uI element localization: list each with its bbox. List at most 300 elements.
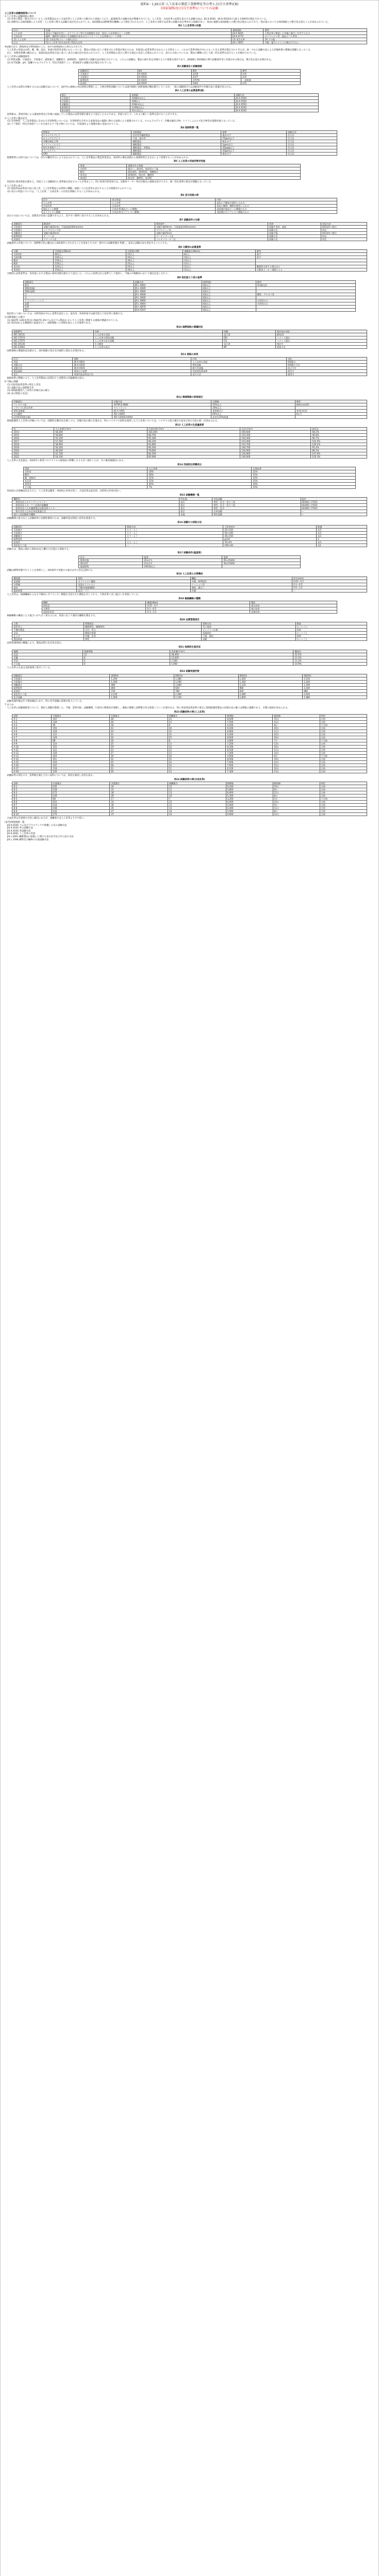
data-table [12,357,367,376]
table-cell: 外観、色差 [84,635,201,638]
table-cell: 摩擦(湿潤) [23,290,134,293]
table-cell: 2,360 [174,692,238,696]
table-cell: 耐屈曲性、耐摩耗性、剥離強さ [127,171,300,174]
table-cell: 7,200 [170,659,293,662]
table-cell: A-3 [12,724,52,727]
table-cell: 8万 [273,724,320,727]
table-cell: 試験 [201,638,295,641]
table-cell: 7,500 [226,721,273,724]
paragraph: (2) 国際的にはISO規格により皮革・人工皮革に関する試験方法が定められている。ISO規格は国際標準化機構により制定されたもので、人工皮革の分野では皮革の試験方法を準用する規格が多い。各国の規格もISO規格との整合化が進められており、我が国においてもISO規格との整合化を図ることが求められている。 [7,21,331,24]
table-cell: 149 [52,794,110,798]
table-cell: 30以上 [126,268,183,272]
table-row [60,109,319,112]
table-cell: A-6 [12,733,52,736]
table-cell: 1,720 [174,696,238,699]
table-cell: 北陸 [12,653,83,656]
table-cell: 厚手 [255,256,367,259]
table-cell: 18% [252,483,356,486]
table-cell: 98 [52,798,110,801]
table-cell: 天然皮革に類似した外観と風合いを有するもの [263,31,367,35]
paragraph: また、消費者保護の観点から、家庭用品品質表示法に基づく表示の適正化が求められており、人工皮革製品の表示に関する規定の見直しが進められている。表示の方法については、製品の種類に応じて統一的な基準を設けることが検討されている。 [5,52,258,55]
table-cell: 1,850 [238,696,303,699]
table-cell: ドライクリーニング [23,299,134,302]
table-row [12,513,367,516]
table-cell: 物性試験 [191,363,287,366]
table-cell: 10万 [273,801,320,804]
table-cell: 基布に不織布を用い、ポリウレタン等の合成樹脂を含浸、塗布した皮革様のシート状物 [44,31,231,35]
table-cell: 25 [109,761,168,764]
paragraph: 極細繊維の繊度により風合いが大きく異なるため、用途に応じて適切な繊維を選定する。 [5,615,97,618]
table-cell: 8 [168,739,226,742]
table-cell: 水 [23,296,134,299]
table-cell: 13万 [273,742,320,745]
table-cell: ISO 14855 [112,412,211,415]
table-cell: 154 [52,804,110,807]
table-cell: 14 [168,813,226,816]
table-cell: A-1 [12,718,52,721]
table-cell: 25% [252,480,356,483]
table-cell: ディルドリン [42,149,131,152]
table-cell: 耐摩耗性 [60,106,130,109]
table-cell: 18万 [273,736,320,739]
table-cell: 繊維物性、樹脂物性 [84,625,201,629]
table-cell: A-5 [12,730,52,733]
table-cell: 車両内装用 [295,409,367,412]
table-cell: 175 [52,813,110,816]
table-cell: 8,000 [226,718,273,721]
table-cell: 用途別品質基準 [191,369,287,372]
table-cell: 13 [168,791,226,794]
table-cell: B-3 [12,791,52,794]
table-cell: 3,200 [226,798,273,801]
table-cell: 88 [52,739,110,742]
table-header-cell: 試料 [12,782,52,785]
table-cell: 耐摩耗性、耐光性、難燃性 [127,174,300,177]
table-cell: JIS K 6547 [134,308,202,311]
paragraph: JIS L 1096 織物及び編物の生地試験方法 [7,838,49,841]
table-cell: 耐摩耗性 [12,235,42,238]
table-cell: 80以上 [54,253,126,256]
table-header-cell: 2023年 [303,674,367,677]
paragraph: 合成皮革は引張強さが高い傾向にあるが、剥離強さは人工皮革よりやや低い。 [5,817,87,820]
table-cell: 1,040 [303,686,367,689]
table-header-cell: 引裂強さ [110,782,168,785]
section-heading: 4.人工皮革の表示 [5,184,23,188]
table-cell: 繊維製品 [131,140,221,143]
table-cell: 75ppm以下 [221,137,287,140]
table-cell: 0.3～1.0 [146,611,250,614]
table-caption: 表12 環境関連の評価項目 [176,396,203,399]
table-header-cell: 対応方針 [321,223,367,226]
table-header-cell: JIS [138,69,191,72]
table-cell: 用語 [12,360,73,363]
table-cell: 発泡ポリウレタン [77,583,190,586]
table-cell: ホルムアルデヒド [42,137,131,140]
table-header-cell: 剥離強さ [168,715,226,718]
table-header-cell: 頻度 [295,622,367,625]
table-cell: 同等 [241,81,301,84]
table-cell: ISO整合予定 [286,363,367,366]
table-header-cell: 備考 [295,400,367,403]
table-cell: 中間層 [12,583,77,586]
table-cell: 4級以上 [202,293,256,296]
table-cell: ISO/IEC 17025 [301,501,367,504]
table-cell: 86.5% [311,449,367,452]
table-cell: 合格 [320,758,367,761]
table-cell: 25 [109,742,168,745]
table-note: ※試験方法は、JIS規格及びISO規格による。表中の参照規格は主要なものを示す。 [5,45,84,48]
table-cell: 65±4%RH [222,558,300,562]
table-row [12,372,367,376]
table-cell: たて・よこ [126,531,223,534]
table-header-cell: 材料 [77,577,190,580]
table-cell: 屈曲性 [79,81,138,84]
table-row [12,696,367,699]
data-table [78,164,300,180]
table-cell: 8,300 [226,745,273,749]
table-cell: 人工皮革の用語 [93,333,222,336]
table-cell: 一般財団法人カケンテストセンター [12,501,179,504]
table-header-cell: 人工皮革(千m²) [54,428,147,431]
table-cell: 12以上 [183,262,256,265]
table-cell: 21 [109,733,168,736]
paragraph: JIS K 6550 革試験方法 [7,829,31,833]
table-header-cell: 引張強さ(N/cm) [54,250,126,253]
table-cell: B-5 [12,798,52,801]
section-heading: 2.人工皮革の試験規格等 [5,56,30,59]
table-cell: 52,700 [54,452,147,455]
table-cell: 検出せず [221,140,287,143]
table-cell: 乳幼児用繊維製品 [131,133,221,137]
table-cell: 1,510 [303,677,367,680]
table-header-cell: 段階 [222,330,275,333]
table-cell: (4) その他 [263,38,367,41]
table-cell: 10 [168,810,226,813]
table-cell: 化学試験 [12,696,110,699]
table-cell: 不織布(極細繊維) [77,586,190,589]
table-cell: 2021 [12,452,54,455]
table-cell: A-9 [12,742,52,745]
table-cell: 8以上 [183,253,256,256]
table-cell: 不織布製造 [12,629,84,632]
table-row [12,345,367,348]
table-cell: 150以上 [54,268,126,272]
table-cell: 10 [168,755,226,758]
table-cell: 汗 [23,293,134,296]
table-caption: 表17 試験条件(温湿度) [177,552,202,555]
table-cell: 6,100 [226,767,273,770]
table-cell: 繊維製品 [131,143,221,146]
table-cell: 物性試験 [212,513,301,516]
table-cell: 50±5%RH [222,562,300,565]
table-cell: 0.5～1.5 [292,586,367,589]
table-cell: A-13 [12,755,52,758]
table-cell: 0.1～0.5 [292,583,367,586]
table-cell: 1,560 [110,696,174,699]
table-cell: 1,420 [303,680,367,683]
table-cell: 90,500 [147,446,240,449]
table-cell: 1,380 [174,677,238,680]
table-cell: A-14 [12,758,52,761]
table-cell: (1)人工皮革 (2)合成皮革 (3)再生皮革 [44,41,231,44]
table-row [12,268,367,272]
table-header-cell: 基準 [221,130,287,133]
table-cell: 運用中 [286,372,367,376]
table-header-cell: JIS条件 [42,223,155,226]
section-heading: 6.今後の課題 [5,381,19,384]
table-header-cell: 分類 [12,250,54,253]
table-cell: 30 [109,736,168,739]
table-caption: 表10 国際規格の審議状況 [176,326,203,329]
table-header-cell: 試験方法 [234,93,319,96]
table-cell: 112 [52,733,110,736]
table-cell: 各3 [317,531,367,534]
table-cell: 8 [83,656,170,659]
table-cell: 複合紡糸 [250,607,337,611]
table-cell: ISO 22842 [12,345,93,348]
paragraph: JIS K 6545 革の試験方法 [7,827,33,830]
table-cell: 142 [52,718,110,721]
table-cell: 12,600 [170,656,293,659]
table-cell: 24時間以上 [143,565,222,568]
table-cell: 136 [52,770,110,773]
table-cell: 142 [52,810,110,813]
table-cell: 8,600 [226,736,273,739]
table-cell: 車両用 [23,483,147,486]
table-cell: 各1 [317,544,367,547]
table-cell: 153,400 [240,440,311,443]
table-cell: 9,200 [226,727,273,730]
table-cell: 3級以上 [202,290,256,293]
table-cell: JIS K 6772 [231,35,263,38]
table-cell [222,565,300,568]
table-cell: 32 [109,727,168,730]
table-cell: ISO 14040/14044 [112,415,211,418]
table-cell: 20以上 [126,256,183,259]
table-header-cell: 名称 [93,330,222,333]
table-cell: 70×45 [223,540,317,544]
table-cell: ホルムアルデヒド [42,133,131,137]
table-cell: 告示法 [287,143,337,146]
table-cell: 138 [52,721,110,724]
table-cell: 衣料用のみ [256,302,355,305]
table-cell: 合格 [320,791,367,794]
table-cell: 6,800 [226,813,273,816]
table-cell: 5402 [191,81,241,84]
table-cell: 3377 [191,75,241,78]
table-cell: 7% [147,486,252,489]
table-cell: 17076 [191,78,241,81]
table-cell: 織物、編物等の基布に合成樹脂を塗布又はラミネートした皮革様のシート状物 [44,35,231,38]
table-cell: 7,000 [226,761,273,764]
table-cell: 56,200 [54,446,147,449]
table-cell: 告示法 [287,152,337,155]
table-cell: 合格 [320,733,367,736]
table-cell: ポリウレタン系、塩化ビニル系等 [263,35,367,38]
table-cell: LCA(CO2排出量) [12,415,112,418]
table-row [23,308,355,311]
table-cell: 表示 [12,372,73,376]
table-cell: 15万 [273,718,320,721]
table-cell: 剥離強さ [12,232,42,235]
table-cell: 11 [168,767,226,770]
document-body [1,12,378,844]
table-header-cell: 合成皮革(千m²) [147,428,240,431]
table-cell: JIS A 1901 [112,409,211,412]
table-cell: 強度、風合い [190,586,292,589]
table-cell: 屈曲性 [12,540,126,544]
table-cell: 25以上 [126,262,183,265]
table-cell: 13 [168,807,226,810]
table-cell: 酸性・アルカリ性 [256,293,355,296]
paragraph: JIS L 0001 繊維製品の取扱いに関する表示記号及びその表示方法 [7,835,74,838]
table-cell: 25×150 [223,528,317,531]
table-cell: 4級以上 [202,299,256,302]
table-header-cell: 基準(級) [202,280,256,283]
table-header-cell: 耐摩耗 [226,782,273,785]
table-cell: (1) 人工皮革 [12,38,44,41]
table-header-cell: 前年比 [311,428,367,431]
data-table [60,93,319,112]
table-cell: 10万 [273,733,320,736]
table-cell: 地方公設試験研究機関 [12,513,179,516]
table-cell: ISO 17074 [12,336,93,339]
table-cell: 東京 [179,507,212,510]
table-row [79,81,300,84]
table-caption: 表14 用途別出荷構成比 [177,463,202,466]
table-cell: 表面層がポリウレタン樹脂のもの [216,211,337,214]
table-cell: K 6550 [138,75,191,78]
table-cell: クッション性 [190,583,292,586]
table-cell [256,308,355,311]
table-cell: 合格 [320,770,367,773]
table-cell: 5,300 [226,794,273,798]
table-cell: 7万 [273,739,320,742]
table-cell: 830 [238,689,303,692]
paragraph: 品質管理体制の構築により、製品品質の安定化を図る。 [5,642,64,645]
table-row [12,589,367,592]
table-header-cell: 用途 [79,164,127,167]
table-cell: ISO条件に整合 [321,226,367,229]
table-cell: 6 [83,662,170,665]
table-cell: 6,000 [226,801,273,804]
table-cell: ― [301,510,367,513]
table-cell: 剥離強さ [12,534,126,537]
table-cell: 145 [52,745,110,749]
table-cell: 153,700 [240,443,311,446]
table-cell: 13 [168,742,226,745]
table-cell: 引張強さ [12,528,126,531]
section-heading: 3.人工皮革の製品安全 [5,117,27,120]
table-cell: A-15 [12,761,52,764]
data-table [12,330,367,349]
table-cell: 基布 [12,586,77,589]
table-cell: 17 [110,798,168,801]
table-cell: 7,400 [226,752,273,755]
table-cell: B-4 [12,794,52,798]
table-header-cell: 人工皮革 [147,467,252,470]
table-cell: 2,620 [303,692,367,696]
table-header-cell: 内容 [216,198,337,201]
table-cell: 人工皮革の用語 [191,360,287,363]
data-table [78,69,300,85]
table-header-cell: 試料 [12,715,52,718]
table-cell: 家具用 [12,265,54,268]
table-caption: 表9 染色堅ろう度の基準 [177,277,202,280]
table-cell: A-7 [12,736,52,739]
table-cell: ISO 20136 [12,342,93,345]
table-cell: 薄手 [255,253,367,256]
header-note: (国家規格)及び(自主基準)についての記載 [160,7,219,10]
table-cell: 改正予定 [286,366,367,369]
table-cell: 耐久性試験 [191,366,287,369]
table-cell: 屈曲性 [12,689,110,692]
table-cell: ― [301,513,367,516]
table-cell: 直接紡糸型 [42,611,146,614]
table-cell: 140,000 [240,455,311,459]
table-cell: 12 [168,785,226,788]
table-cell: 合成皮革(塩化ビニル樹脂) [111,208,216,211]
table-cell: 一般社団法人日本皮革産業連合会 [12,510,179,513]
table-header-cell: 耐摩耗 [226,715,273,718]
table-cell: 外観 [190,589,292,592]
table-cell: JIS L 0001 [231,41,263,44]
paragraph: 試験機関の能力向上と試験結果の信頼性確保のため、試験所認定制度の活用を推進する。 [5,517,97,520]
table-cell: 27 [110,810,168,813]
data-table [12,714,367,773]
table-cell: 5,800 [226,788,273,791]
table-cell: 物性・化学 [212,507,301,510]
table-cell: 37 [110,813,168,816]
table-header-cell: 厚さ(mm) [292,577,367,580]
table-header-cell: 合成皮革 [252,467,356,470]
table-row [42,611,337,614]
table-header-cell: 試験項目 [79,69,138,72]
table-header-cell: 種類 [42,601,146,604]
table-cell: 直接紡糸 [250,611,337,614]
table-cell: 各地 [179,513,212,516]
table-cell: 120以上 [54,265,126,268]
table-cell: 10万回以上 [130,109,235,112]
table-cell: K 6545 [138,78,191,81]
table-header-cell: 区分 [12,357,73,360]
table-cell: 12万 [273,813,320,816]
table-cell: 基準値以下 [211,409,295,412]
table-cell: ISO整合 [286,360,367,363]
table-cell: 試験方法 [268,229,321,232]
table-cell: A-17 [12,767,52,770]
table-cell: 52.5% [293,653,367,656]
paragraph: 試験は標準状態で行うことを原則とし、ISO条件で実施する場合はその旨を記録する。 [5,569,95,572]
table-cell: 10万 [273,767,320,770]
table-cell: デマッチャ法 [42,238,155,241]
table-caption: 表4 規制物質一覧 [180,127,199,130]
table-cell: 靴用 [79,171,127,174]
table-cell: 11 [168,788,226,791]
table-cell: 11 [168,804,226,807]
table-cell: 衣料用 [79,167,127,171]
table-cell: 15以上 [126,253,183,256]
table-cell: 人工皮革 [12,31,44,35]
table-caption: 表2 試験項目と試験規格 [177,65,202,69]
table-cell: 海島型 [42,604,146,607]
table-cell: 染色堅ろう度 [12,544,126,547]
table-row [12,41,367,44]
table-cell: 95.4% [311,446,367,449]
table-cell: 15 [168,758,226,761]
table-cell: 発行済 [222,333,275,336]
table-caption: 表16 試験片の採取方法 [177,521,202,524]
